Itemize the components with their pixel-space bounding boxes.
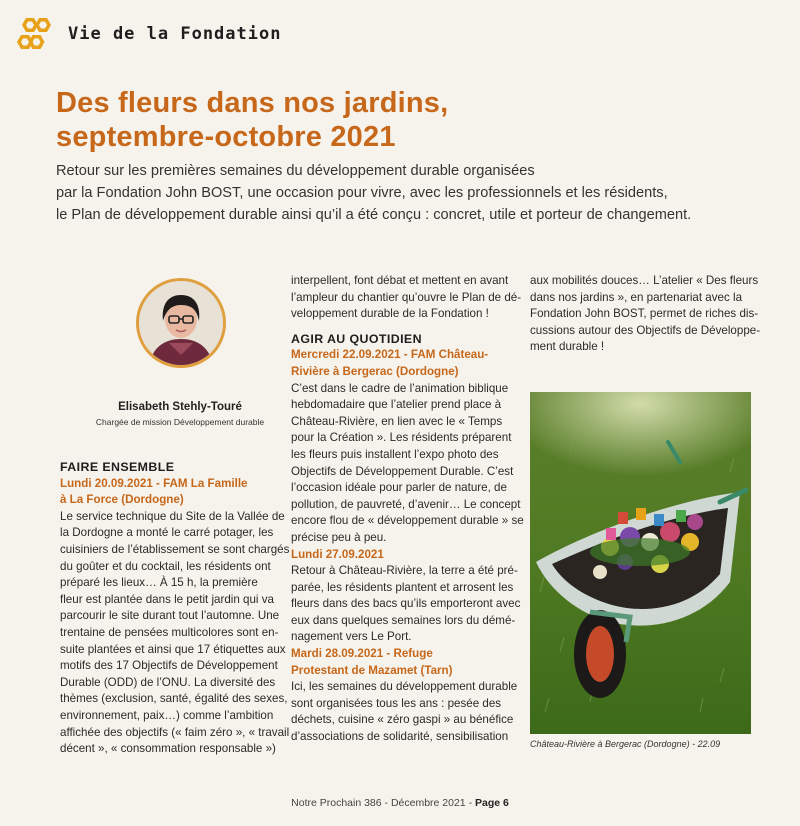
column-1: [60, 456, 290, 758]
event-date: Lundi 27.09.2021: [291, 547, 384, 561]
intro-line: Retour sur les premières semaines du développement durable organisées: [56, 163, 535, 179]
body-line: Objectifs de Développement Durable. C’est: [291, 464, 514, 478]
body-line: préparé les lieux… À 15 h, la première: [60, 576, 258, 590]
body-line: thèmes (exclusion, santé, égalité des sexes,: [60, 692, 288, 706]
section-heading: FAIRE ENSEMBLE: [60, 460, 175, 474]
body-line: Durable (ODD) de l’ONU. La diversité des: [60, 675, 276, 689]
hexagon-cluster-icon: [12, 16, 54, 52]
body-line: hebdomadaire que l’atelier prend place à: [291, 398, 502, 412]
person-role: Chargée de mission Développement durable: [95, 417, 265, 427]
body-line: cussions autour des Objectifs de Développe-: [530, 323, 761, 337]
page-footer: [0, 797, 800, 809]
column-2: [291, 273, 524, 746]
body-line: motifs des 17 Objectifs de Développement: [60, 659, 278, 673]
body-line: Ici, les semaines du développement durable: [291, 680, 518, 694]
body-line: aux mobilités douces… L’atelier « Des fleurs: [530, 274, 759, 287]
body-line: d’associations de solidarité, sensibilisation: [291, 730, 509, 744]
body-line: Retour à Château-Rivière, la terre a été pré-: [291, 564, 518, 578]
body-line: nagement vers Le Port.: [291, 630, 412, 644]
body-line: veloppement durable de la Fondation !: [291, 307, 489, 321]
body-line: précise peu à peu.: [291, 530, 387, 544]
body-line: trentaine de pensées multicolores sont en-: [60, 625, 279, 639]
body-line: du goûter et du cocktail, les résidents ont: [60, 559, 271, 573]
photo-caption: Château-Rivière à Bergerac (Dordogne) - 22.09: [530, 739, 721, 749]
event-date: Rivière à Bergerac (Dordogne): [291, 364, 459, 378]
body-line: parcourir le site durant tout l’automne. Une: [60, 609, 280, 623]
body-line: affichée des objectifs (« faim zéro », « travail: [60, 725, 290, 739]
body-line: sont organisées tous les ans : pesée des: [291, 696, 502, 710]
body-line: l’occasion idéale pour parler de nature, de: [291, 481, 507, 495]
title-line: septembre-octobre 2021: [56, 121, 396, 153]
intro-line: par la Fondation John BOST, une occasion pour vivre, avec les professionnels et les résidents,: [56, 185, 668, 201]
body-line: pollution, de pauvreté, d’avenir… Le concept: [291, 497, 521, 511]
event-date: Protestant de Mazamet (Tarn): [291, 663, 453, 677]
body-line: fleur est plantée dans le petit jardin qui va: [60, 592, 274, 606]
section-header: [12, 16, 281, 52]
title-line: Des fleurs dans nos jardins,: [56, 87, 449, 119]
section-heading: AGIR AU QUOTIDIEN: [291, 331, 422, 346]
body-line: eux dans quelques semaines lors du démé-: [291, 613, 516, 627]
body-line: suite plantées et ainsi que 17 étiquettes aux: [60, 642, 286, 656]
body-line: environnement, paix…) comme l’ambition: [60, 708, 274, 722]
body-line: la Dordogne a monté le carré potager, les: [60, 526, 274, 540]
article-intro: [56, 160, 776, 226]
body-line: interpellent, font débat et mettent en avant: [291, 274, 509, 287]
portrait-illustration: [139, 281, 223, 365]
body-line: encore flou de « développement durable » se: [291, 514, 524, 528]
wheelbarrow-photo: [530, 392, 751, 734]
body-line: cuisiniers de l’établissement se sont chargés: [60, 542, 290, 556]
body-line: Le service technique du Site de la Vallée de: [60, 509, 285, 523]
author-portrait: [136, 278, 226, 368]
body-line: fleurs dans des bacs qu’ils emporteront avec: [291, 597, 521, 611]
body-line: Château-Rivière, en lien avec le « Temps: [291, 414, 503, 428]
column-3: [530, 273, 761, 356]
wheelbarrow-illustration: [530, 392, 751, 734]
article-title: [56, 86, 756, 154]
body-line: l’ampleur du chantier qu’ouvre le Plan de dé-: [291, 290, 522, 304]
body-line: les fleurs puis installent l’expo photo des: [291, 447, 499, 461]
person-name: Elisabeth Stehly-Touré: [118, 401, 242, 413]
section-title: Vie de la Fondation: [68, 24, 282, 44]
page-number: Page 6: [474, 797, 509, 809]
event-date: Mercredi 22.09.2021 - FAM Château-: [291, 348, 489, 362]
intro-line: le Plan de développement durable ainsi qu’il a été conçu : concret, utile et porteur de changement.: [56, 207, 692, 223]
body-line: déchets, cuisine « zéro gaspi » au bénéfice: [291, 713, 514, 727]
body-line: décent », « consommation responsable »): [60, 742, 276, 756]
event-date: Lundi 20.09.2021 - FAM La Famille: [60, 476, 248, 490]
body-line: pour la Création ». Les résidents préparent: [291, 431, 512, 445]
body-line: C’est dans le cadre de l’animation biblique: [291, 381, 509, 395]
event-date: à La Force (Dordogne): [60, 493, 184, 507]
body-line: Fondation John BOST, permet de riches dis-: [530, 307, 759, 321]
body-line: parée, les résidents plantent et arrosent les: [291, 580, 514, 594]
body-line: ment durable !: [530, 340, 605, 354]
event-date: Mardi 28.09.2021 - Refuge: [291, 647, 433, 661]
publication-info: Notre Prochain 386 - Décembre 2021 -: [291, 797, 475, 809]
body-line: dans nos jardins », en partenariat avec la: [530, 290, 743, 304]
